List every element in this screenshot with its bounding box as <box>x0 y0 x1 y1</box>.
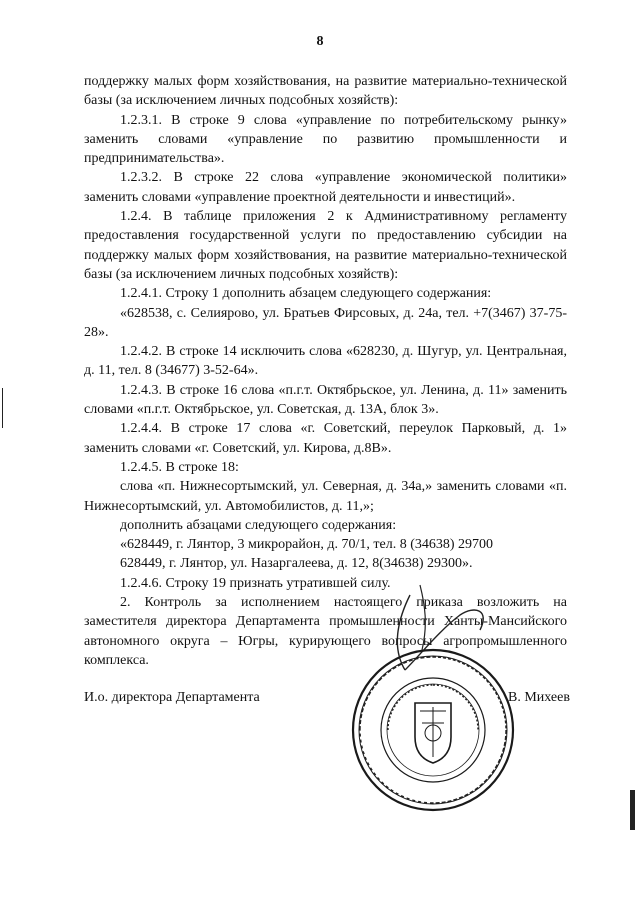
page-number: 8 <box>316 34 324 49</box>
paragraph: «628449, г. Лянтор, 3 микрорайон, д. 70/1, тел. 8 (34638) 29700 <box>120 537 494 553</box>
scan-artifact <box>2 388 3 428</box>
paragraph: дополнить абзацами следующего содержания: <box>120 517 397 533</box>
paragraph: 1.2.3.2. В строке 22 слова «управление экономической политики» заменить словами «управление проектной деятельности и инвестиций». <box>84 170 567 205</box>
signature-title: И.о. директора Департамента <box>84 690 260 705</box>
paragraph: 1.2.4.3. В строке 16 слова «п.г.т. Октябрьское, ул. Ленина, д. 11» заменить словами «п.г.т. Октябрьское, ул. Советская, д. 13А, блок 3». <box>84 382 567 418</box>
paragraph: слова «п. Нижнесортымский, ул. Северная, д. 34а,» заменить словами «п. Нижнесортымский, ул. Автомобилистов, д. 11,»; <box>84 479 567 514</box>
official-seal <box>348 645 518 815</box>
paragraph: поддержку малых форм хозяйствования, на развитие материально-технической базы (за исключением личных подсобных хозяйств): <box>84 74 567 109</box>
paragraph: 1.2.4.1. Строку 1 дополнить абзацем следующего содержания: <box>120 286 492 302</box>
paragraph: 2. Контроль за исполнением настоящего приказа возложить на заместителя директора Департамента промышленности Ханты-Мансийского автономного округа – Югры, курирующего вопросы агропромышленного комплекса. <box>84 595 567 668</box>
paragraph: «628538, с. Селиярово, ул. Братьев Фирсовых, д. 24а, тел. +7(3467) 37-75-28». <box>84 305 567 340</box>
paragraph: 1.2.4.2. В строке 14 исключить слова «628230, д. Шугур, ул. Центральная, д. 11, тел. 8 (34677) 3-52-64». <box>84 344 567 379</box>
paragraph: 1.2.3.1. В строке 9 слова «управление по потребительскому рынку» заменить словами «управление по развитию промышленности и предпринимательства». <box>84 112 567 167</box>
paragraph: 1.2.4. В таблице приложения 2 к Административному регламенту предоставления государственной услуги по предоставлению субсидии на поддержку малых форм хозяйствования, на развитие материально-технической базы (за исключением личных подсобных хозяйств): <box>84 209 567 282</box>
scan-artifact <box>630 790 635 830</box>
paragraph: 1.2.4.6. Строку 19 признать утратившей силу. <box>120 575 391 591</box>
paragraph: 628449, г. Лянтор, ул. Назаргалеева, д. 12, 8(34638) 29300». <box>120 556 473 572</box>
paragraph: 1.2.4.4. В строке 17 слова «г. Советский, переулок Парковый, д. 1» заменить словами «г. Советский, ул. Кирова, д.8В». <box>84 421 567 456</box>
signature-name: В. Михеев <box>508 690 570 705</box>
paragraph: 1.2.4.5. В строке 18: <box>120 459 239 475</box>
